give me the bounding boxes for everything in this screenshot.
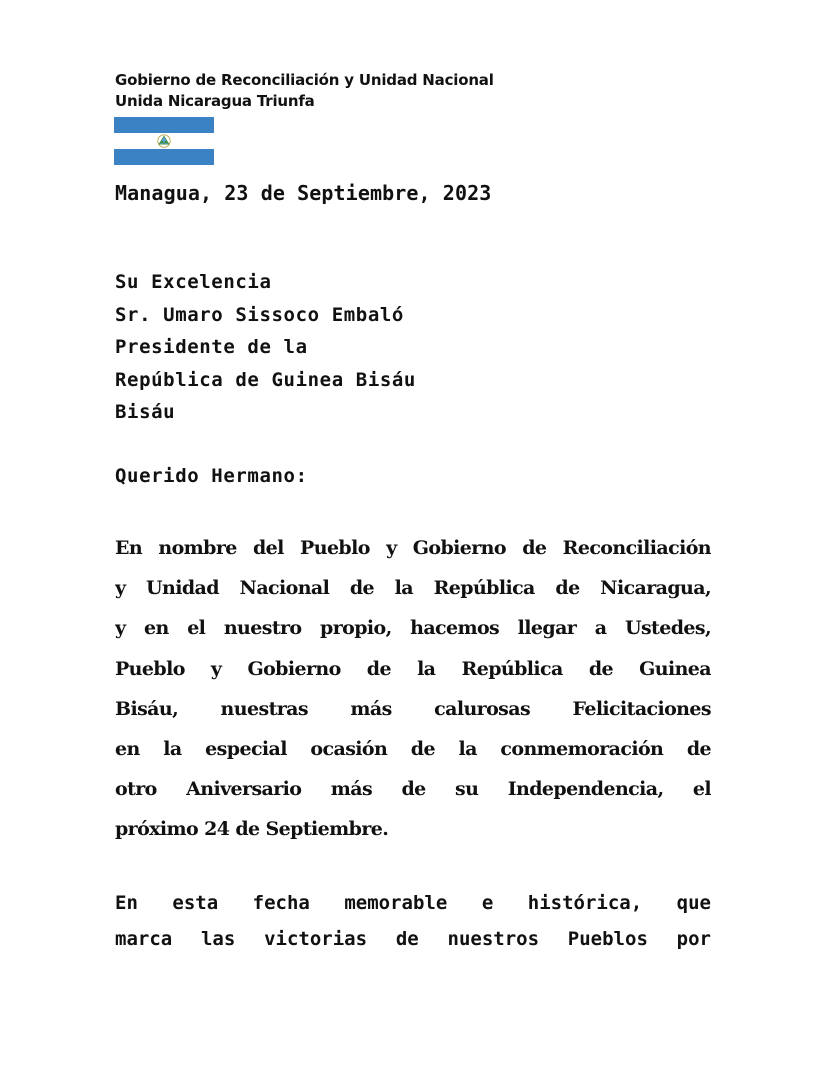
flag-bottom-stripe (114, 149, 214, 165)
flag-top-stripe (114, 117, 214, 133)
recipient-line: República de Guinea Bisáu (115, 368, 416, 391)
paragraph-line: y Unidad Nacional de la República de Nicaragua, (115, 577, 711, 600)
paragraph-line: en la especial ocasión de la conmemoración de (115, 737, 711, 760)
recipient-line: Presidente de la (115, 336, 308, 358)
salutation: Querido Hermano: (115, 465, 308, 487)
recipient-line: Bisáu (115, 401, 176, 423)
paragraph-line: En nombre del Pueblo y Gobierno de Reconciliación (115, 537, 711, 559)
letter-date: Managua, 23 de Septiembre, 2023 (115, 181, 492, 205)
body-paragraph-2 (115, 885, 711, 957)
paragraph-line: otro Aniversario más de su Independencia, el (115, 778, 711, 801)
nicaragua-flag-icon (114, 117, 214, 165)
paragraph-line: y en el nuestro propio, hacemos llegar a Ustedes, (115, 617, 711, 640)
paragraph-line: En esta fecha memorable e histórica, que (115, 892, 711, 914)
paragraph-line: Pueblo y Gobierno de la República de Guinea (115, 657, 711, 680)
recipient-line: Sr. Umaro Sissoco Embaló (115, 303, 404, 326)
body-paragraph-1 (115, 528, 711, 850)
recipient-address (115, 266, 416, 429)
letterhead (115, 70, 494, 112)
paragraph-line: Bisáu, nuestras más calurosas Felicitaciones (115, 697, 711, 720)
paragraph-line: próximo 24 de Septiembre. (115, 818, 389, 841)
letterhead-slogan: Unida Nicaragua Triunfa (115, 92, 315, 110)
paragraph-line: marca las victorias de nuestros Pueblos por (115, 928, 711, 950)
recipient-line: Su Excelencia (115, 271, 272, 293)
letterhead-government-name: Gobierno de Reconciliación y Unidad Nacional (115, 71, 494, 89)
